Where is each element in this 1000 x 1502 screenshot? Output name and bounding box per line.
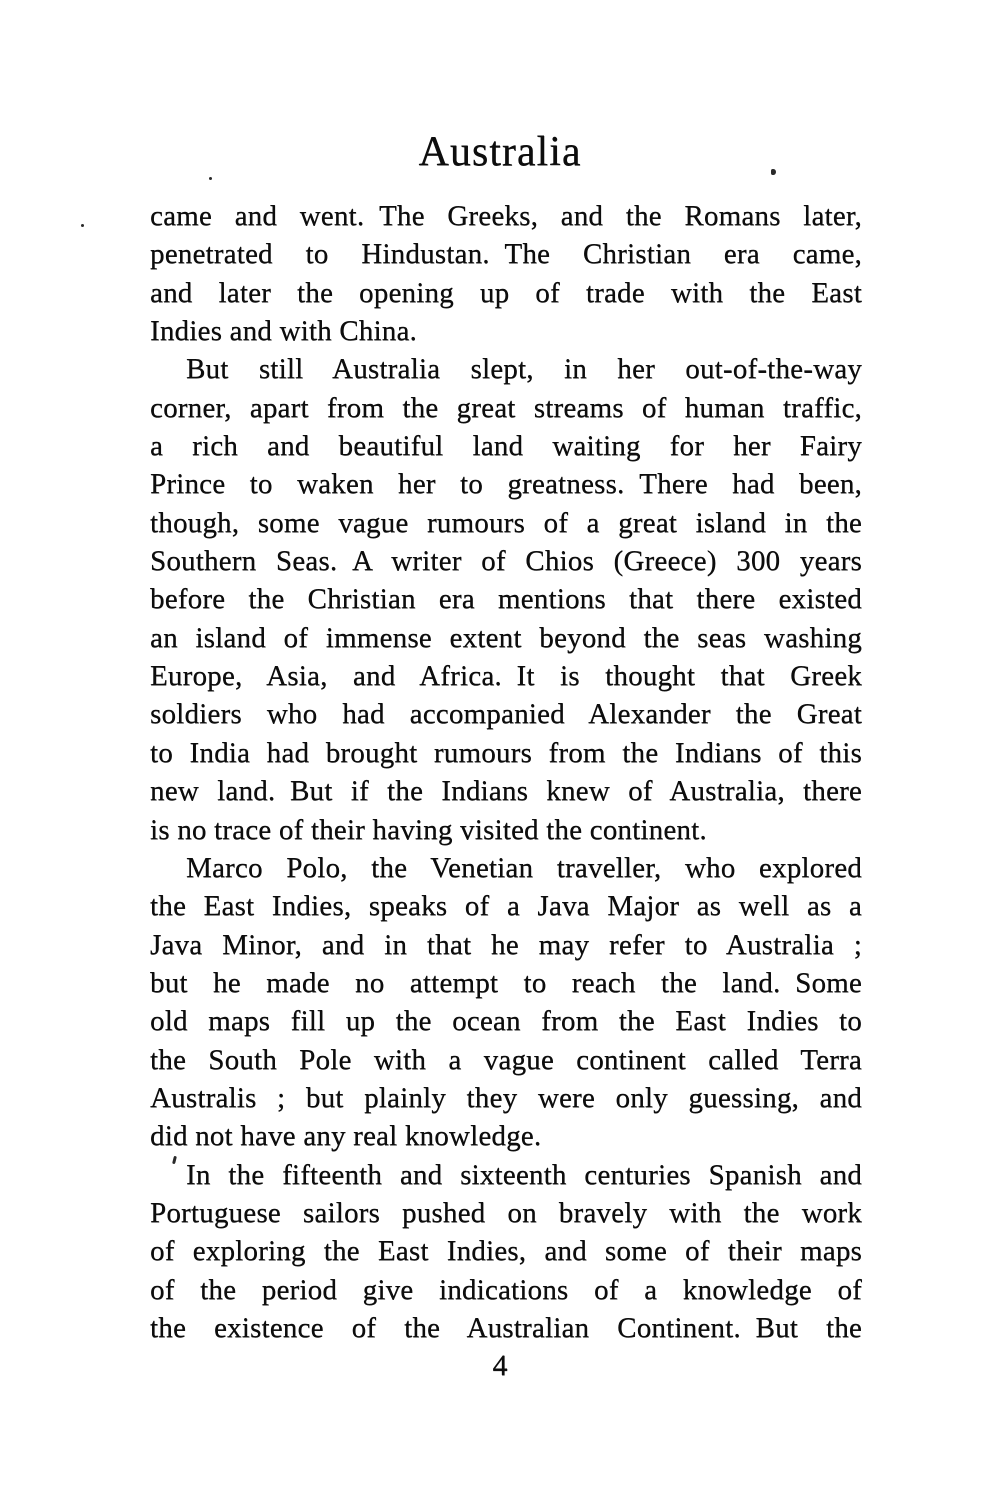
text-line: came and went. The Greeks, and the Romans later, xyxy=(150,200,862,232)
text-line: a rich and beautiful land waiting for her Fairy xyxy=(150,430,862,463)
text-line: In the fifteenth and sixteenth centuries Spanish and xyxy=(186,1158,862,1191)
text-line: of exploring the East Indies, and some of their maps xyxy=(150,1235,862,1268)
text-line: corner, apart from the great streams of human traffic, xyxy=(150,391,862,424)
text-line: did not have any real knowledge. xyxy=(150,1120,542,1153)
text-line: the South Pole with a vague continent called Terra xyxy=(150,1043,862,1076)
text-line: Prince to waken her to greatness. There had been, xyxy=(150,468,862,501)
text-line: soldiers who had accompanied Alexander the Great xyxy=(150,698,862,731)
text-line: but he made no attempt to reach the land. Some xyxy=(150,966,862,999)
page-number: 4 xyxy=(492,1349,508,1382)
text-line: Portuguese sailors pushed on bravely with the work xyxy=(150,1196,862,1229)
text-line: Southern Seas. A writer of Chios (Greece) 300 years xyxy=(150,545,862,578)
text-line: the existence of the Australian Continent. But the xyxy=(150,1311,862,1344)
text-line: to India had brought rumours from the Indians of this xyxy=(150,736,862,769)
scan-speck xyxy=(209,177,212,180)
text-line: Australis ; but plainly they were only guessing, and xyxy=(150,1081,862,1114)
text-line: Indies and with China. xyxy=(150,315,417,348)
text-line: an island of immense extent beyond the seas washing xyxy=(150,621,862,654)
text-line: though, some vague rumours of a great island in the xyxy=(150,506,862,539)
text-line: the East Indies, speaks of a Java Major as well as a xyxy=(150,890,862,923)
text-line: penetrated to Hindustan. The Christian era came, xyxy=(150,238,862,271)
scan-speck xyxy=(81,224,84,227)
text-line: is no trace of their having visited the continent. xyxy=(150,813,707,846)
text-line: But still Australia slept, in her out-of-the-way xyxy=(186,353,862,386)
text-line: new land. But if the Indians knew of Australia, there xyxy=(150,775,862,808)
scan-speck xyxy=(771,169,776,175)
text-line: Europe, Asia, and Africa. It is thought that Greek xyxy=(150,660,862,693)
body-text xyxy=(150,197,862,1347)
text-line: Java Minor, and in that he may refer to Australia ; xyxy=(150,928,862,961)
page-title: Australia xyxy=(418,129,582,175)
text-line: and later the opening up of trade with the East xyxy=(150,276,862,309)
text-line: old maps fill up the ocean from the East Indies to xyxy=(150,1005,862,1038)
text-line: before the Christian era mentions that there existed xyxy=(150,583,862,616)
text-line: Marco Polo, the Venetian traveller, who explored xyxy=(186,851,862,884)
text-line: of the period give indications of a knowledge of xyxy=(150,1273,862,1306)
